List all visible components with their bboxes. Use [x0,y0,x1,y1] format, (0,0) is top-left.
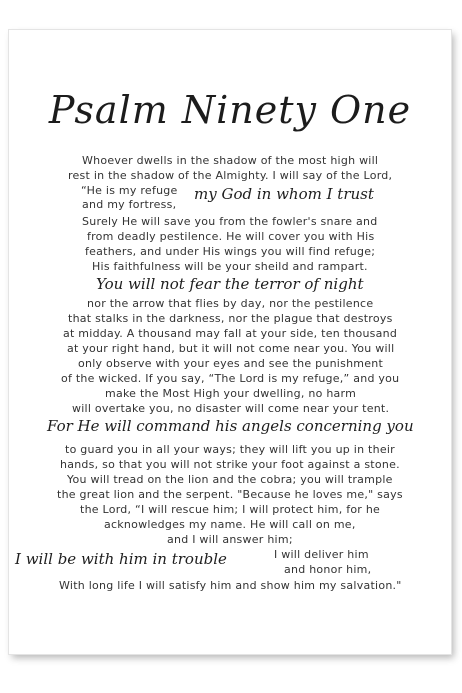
verse-line: acknowledges my name. He will call on me, [104,518,356,531]
verse-line: to guard you in all your ways; they will lift you up in their [65,443,395,456]
script-line: For He will command his angels concerning you [47,417,414,435]
verse-line: Surely He will save you from the fowler's snare and [82,215,378,228]
verse-line: will overtake you, no disaster will come near your tent. [72,402,390,415]
verse-line: that stalks in the darkness, nor the plague that destroys [68,312,393,325]
verse-line: at your right hand, but it will not come near you. You will [67,342,395,355]
verse-line: You will tread on the lion and the cobra; you will trample [67,473,393,486]
verse-line: “He is my refuge [81,184,178,197]
verse-line: and I will answer him; [167,533,293,546]
verse-line: I will deliver him [274,548,369,561]
verse-line: of the wicked. If you say, “The Lord is my refuge,” and you [61,372,400,385]
verse-line: With long life I will satisfy him and show him my salvation." [59,579,402,592]
verse-line: make the Most High your dwelling, no harm [105,387,357,400]
script-line: You will not fear the terror of night [96,275,364,293]
verse-line: rest in the shadow of the Almighty. I will say of the Lord, [68,169,393,182]
verse-line: the great lion and the serpent. "Because he loves me," says [57,488,403,501]
verse-line: the Lord, “I will rescue him; I will protect him, for he [80,503,381,516]
verse-line: from deadly pestilence. He will cover you with His [87,230,375,243]
script-line: my God in whom I trust [194,185,374,203]
verse-line: only observe with your eyes and see the punishment [78,357,384,370]
script-line: I will be with him in trouble [15,550,227,568]
verse-line: feathers, and under His wings you will find refuge; [85,245,376,258]
verse-line: nor the arrow that flies by day, nor the pestilence [87,297,374,310]
verse-line: at midday. A thousand may fall at your side, ten thousand [63,327,398,340]
verse-line: and my fortress, [82,198,177,211]
page-title: Psalm Ninety One [48,88,412,132]
poster-frame [9,30,451,654]
verse-line: and honor him, [284,563,372,576]
verse-line: Whoever dwells in the shadow of the most high will [82,154,379,167]
verse-line: hands, so that you will not strike your foot against a stone. [60,458,400,471]
verse-line: His faithfulness will be your sheild and rampart. [92,260,368,273]
